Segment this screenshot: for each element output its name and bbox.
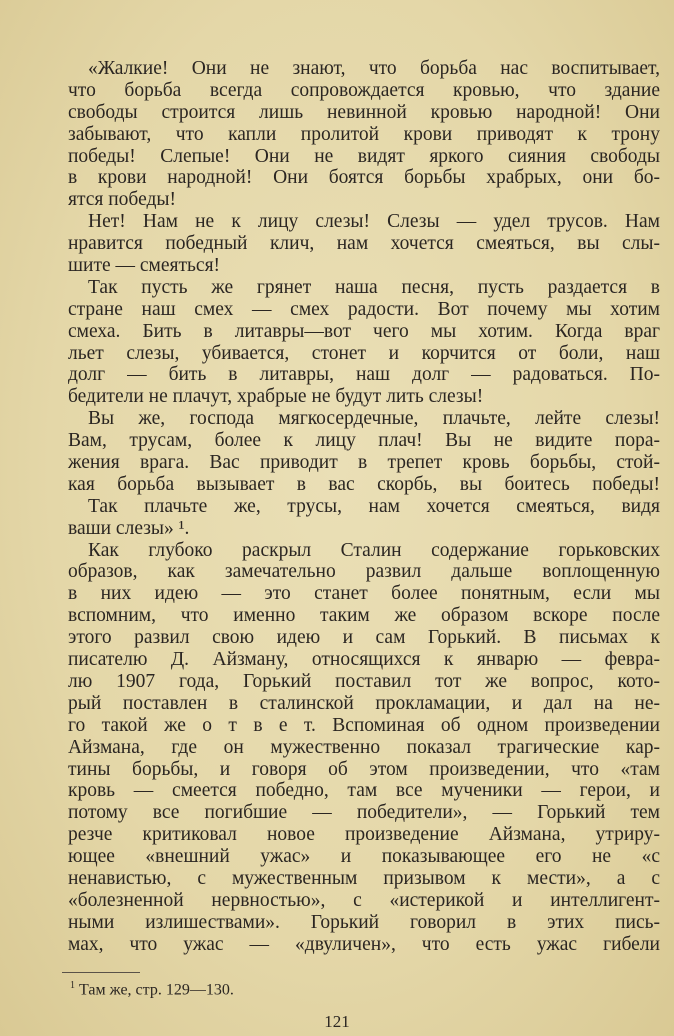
text-line-content: ненавистью, с мужественным призывом к мести», а с [68,867,660,889]
text-line-content: свободы строится лишь невинной кровью народной! Они [68,101,660,123]
text-line [68,846,660,868]
text-line-content: Как глубоко раскрыл Сталин содержание горьковских [88,539,660,561]
text-line-content: потому все погибшие — победители», — Горький тем [68,802,660,824]
text-line-content: резче критиковал новое произведение Айзмана, утриру- [68,824,660,846]
text-line [68,540,660,562]
text-line-content: смеха. Бить в литавры—вот чего мы хотим. Когда враг [68,320,660,342]
text-line [68,802,660,824]
text-line-content: забывают, что капли пролитой крови приводят к трону [68,123,660,145]
text-line-content: победы! Слепые! Они не видят яркого сияния свободы [68,145,660,167]
text-line [68,693,660,715]
text-line [68,343,660,365]
text-line [68,759,660,781]
text-line-content: льет слезы, убивается, стонет и корчится от боли, наш [68,342,660,364]
text-line [68,649,660,671]
text-line-content: этого развил свою идею и сам Горький. В письмах к [68,627,660,649]
text-line-content: лю 1907 года, Горький поставил тот же вопрос, кото- [68,670,660,692]
text-line [68,868,660,890]
text-line-content: стране наш смех — смех радости. Вот почему мы хотим [68,298,660,320]
text-line-content: бедители не плачут, храбрые не будут лить слезы! [68,386,484,408]
text-line-content: го такой же о т в е т. Вспоминая об одном произведении [68,714,660,736]
text-line [68,364,660,386]
text-line [68,715,660,737]
text-line [68,80,660,102]
footnote-mark: 1 [70,980,75,991]
text-line-content: кая борьба вызывает в вас скорбь, вы боитесь победы! [68,473,660,495]
text-line [68,671,660,693]
text-line [68,321,660,343]
text-line [68,737,660,759]
text-line [68,299,660,321]
text-line [68,386,660,408]
text-line [68,167,660,189]
text-line [68,102,660,124]
text-line-content: в них идею — это станет более понятным, если мы [68,583,660,605]
text-line-content: долг — бить в литавры, наш долг — радоваться. По- [68,364,660,386]
text-line-content: ными излишествами». Горький говорил в этих пись- [68,911,660,933]
footnote [70,980,234,999]
text-line-content: в крови народной! Они боятся борьбы храбрых, они бо- [68,167,660,189]
text-line [68,824,660,846]
text-line-content: Вы же, господа мягкосердечные, плачьте, лейте слезы! [88,408,660,430]
text-line-content: нравится победный клич, нам хочется смеяться, вы слы- [68,233,660,255]
footnote-text: Там же, стр. 129—130. [79,981,234,999]
text-line [68,211,660,233]
text-line [68,912,660,934]
text-line [68,496,660,518]
text-line [68,934,660,956]
text-line [68,605,660,627]
body-text [68,58,660,956]
text-line [68,277,660,299]
text-line-content: ваши слезы» ¹. [68,517,190,539]
text-line-content: ятся победы! [68,189,176,211]
text-line [68,408,660,430]
text-line [68,189,660,211]
text-line [68,627,660,649]
page-number: 121 [324,1012,350,1031]
text-line [68,146,660,168]
text-line-content: Нет! Нам не к лицу слезы! Слезы — удел трусов. Нам [88,211,660,233]
text-line [68,474,660,496]
text-line-content: Айзмана, где он мужественно показал трагические кар- [68,736,660,758]
text-line-content: писателю Д. Айзману, относящихся к январю — февра- [68,649,660,671]
text-line-content: шите — смеяться! [68,255,221,277]
text-line-content: тины борьбы, и говоря об этом произведении, что «там [68,758,660,780]
text-line-content: кровь — смеется победно, там все мученики — герои, и [68,780,660,802]
text-line [68,583,660,605]
footnote-divider [62,972,140,973]
text-line-content: образов, как замечательно развил дальше воплощенную [68,561,660,583]
text-line [68,561,660,583]
text-line [68,233,660,255]
text-line-content: что борьба всегда сопровождается кровью, что здание [68,79,660,101]
text-line [68,255,660,277]
text-line [68,780,660,802]
text-line [68,124,660,146]
text-line [68,430,660,452]
text-line-content: Так пусть же грянет наша песня, пусть раздается в [88,276,660,298]
text-line [68,58,660,80]
text-line-content: жения врага. Вас приводит в трепет кровь борьбы, стой- [68,452,660,474]
text-line [68,452,660,474]
text-line [68,890,660,912]
text-line-content: Так плачьте же, трусы, нам хочется смеяться, видя [88,495,660,517]
text-line-content: вспомним, что именно таким же образом вскоре после [68,605,660,627]
text-line-content: мах, что ужас — «двуличен», что есть ужас гибели [68,933,660,955]
text-line [68,518,660,540]
text-line-content: «болезненной нервностью», с «истерикой и интеллигент- [68,889,660,911]
text-line-content: «Жалкие! Они не знают, что борьба нас воспитывает, [88,58,660,79]
text-line-content: рый поставлен в сталинской прокламации, и дал на не- [68,692,660,714]
text-line-content: Вам, трусам, более к лицу плач! Вы не видите пора- [68,430,660,452]
text-line-content: ющее «внешний ужас» и показывающее его не «с [68,846,660,868]
